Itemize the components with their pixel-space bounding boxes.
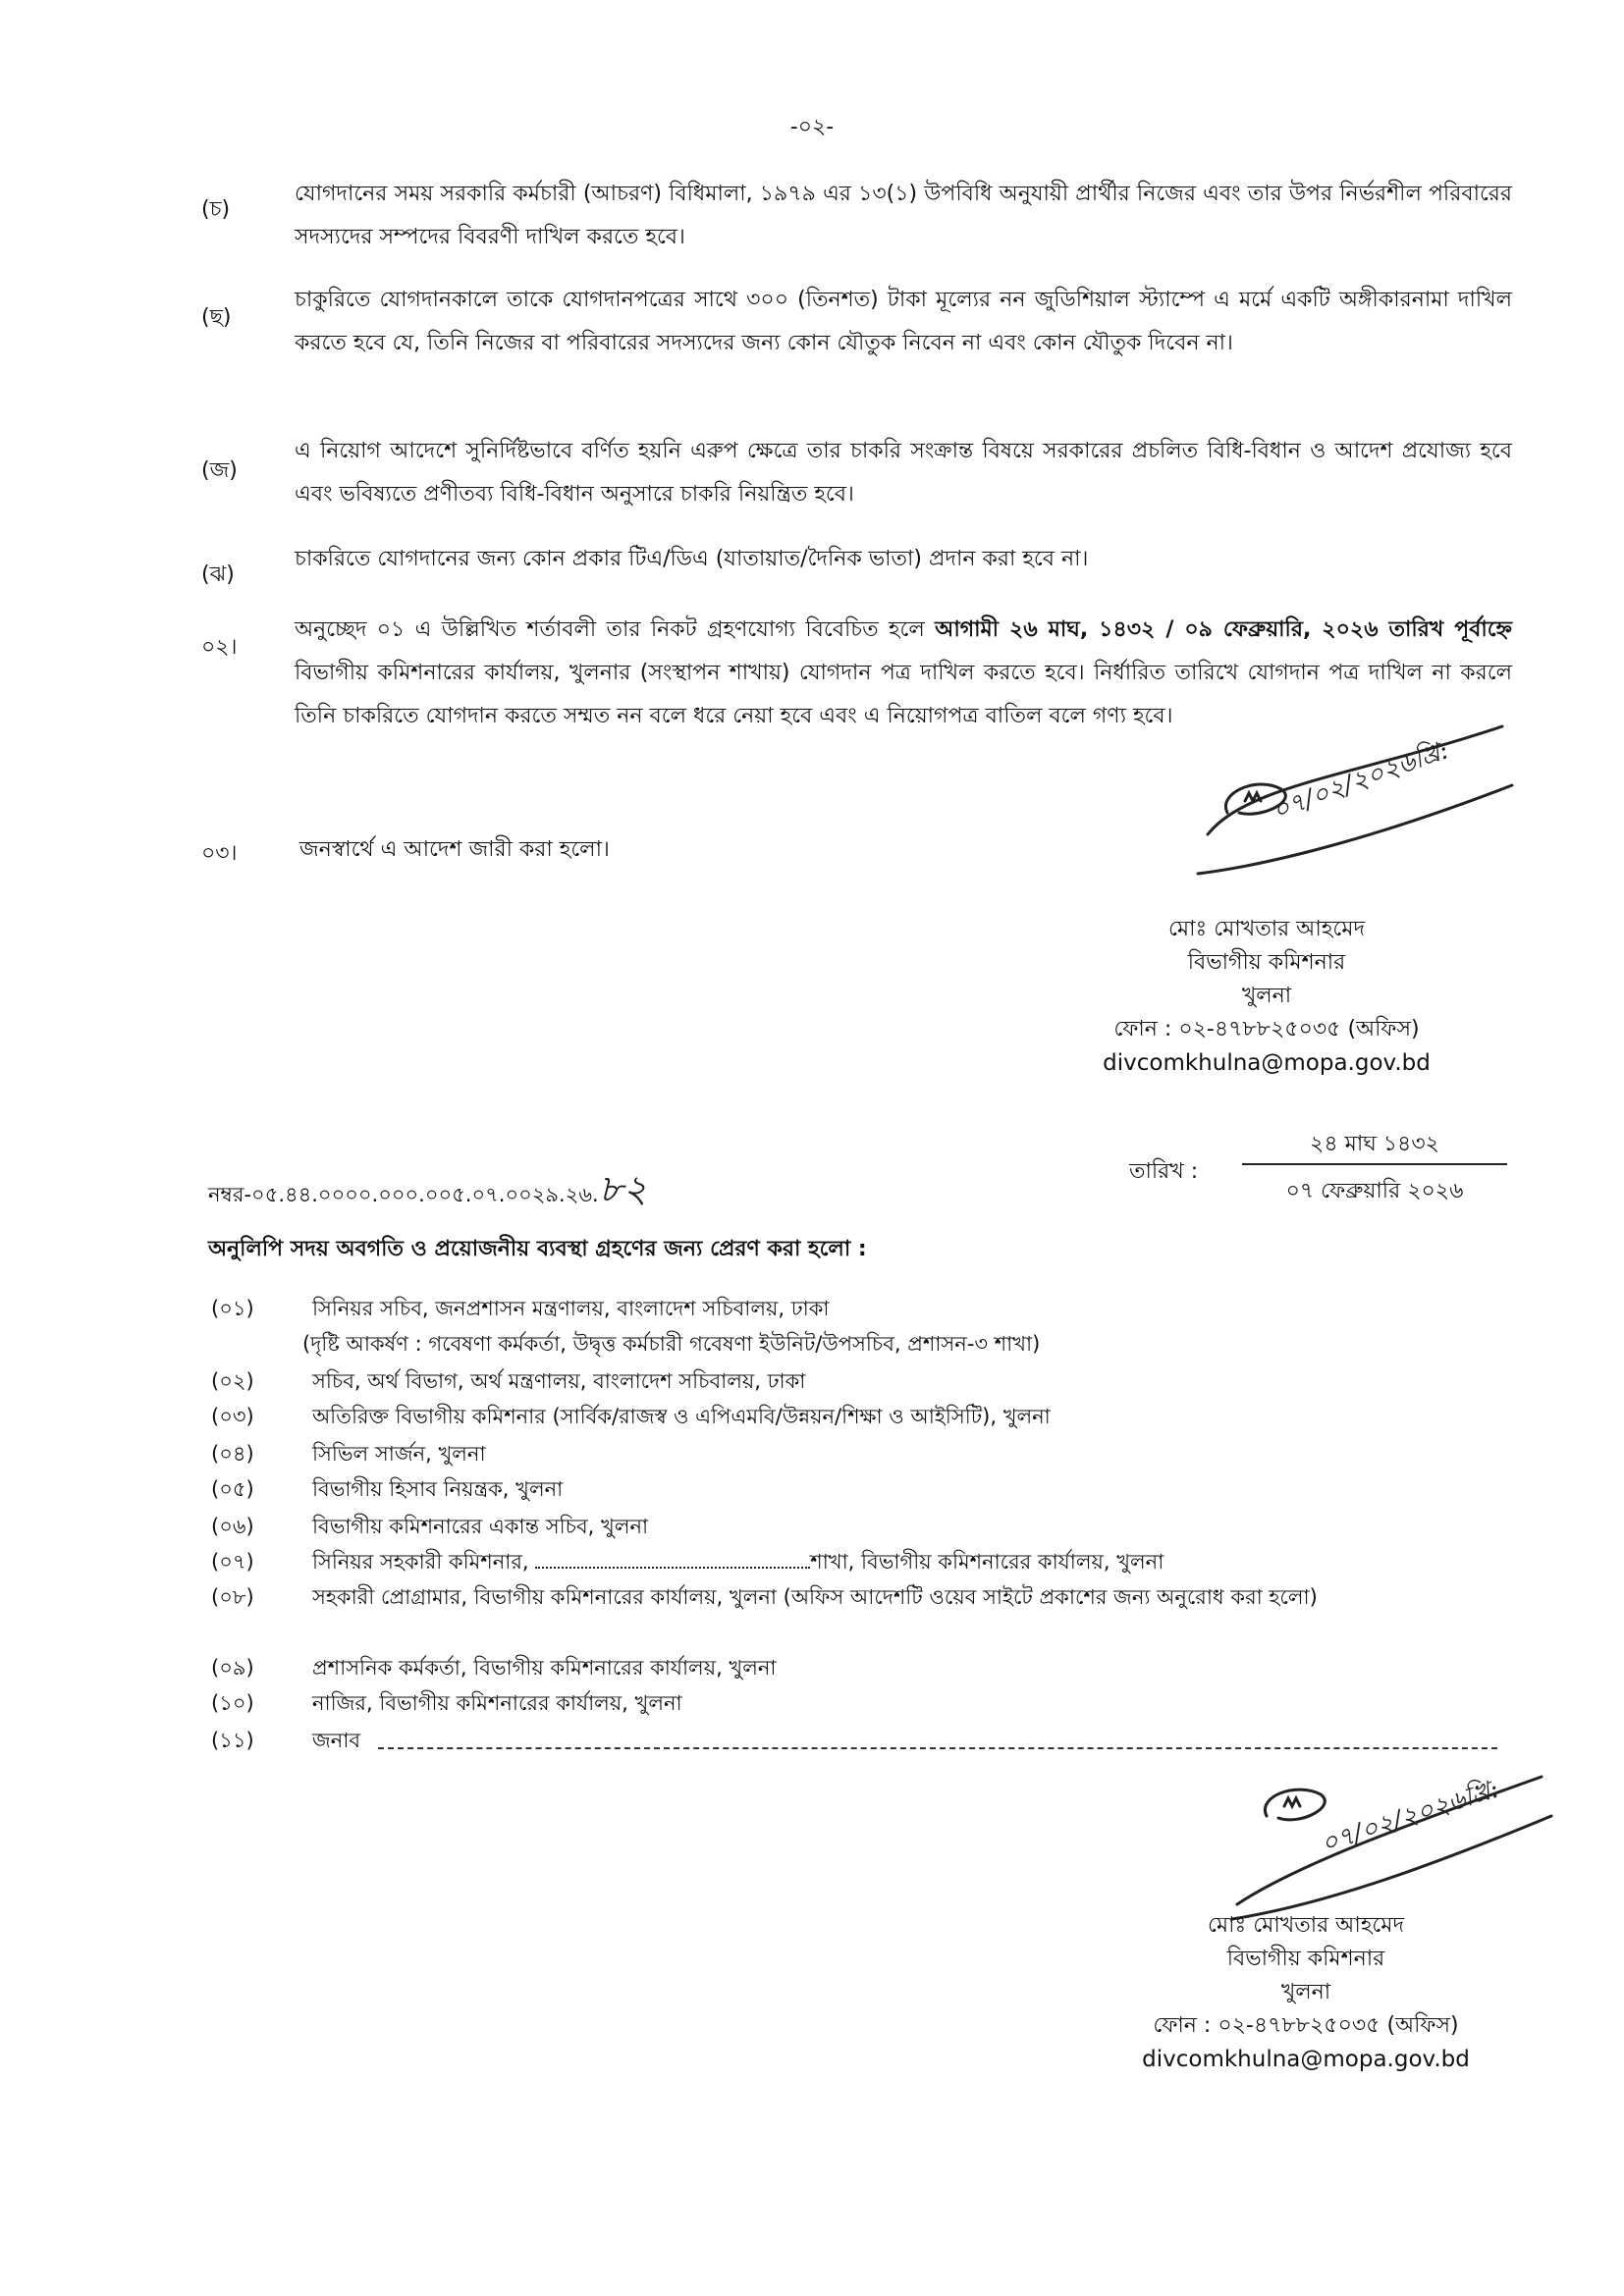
- signatory-email: divcomkhulna@mopa.gov.bd: [1142, 2047, 1470, 2072]
- blank-dashed-line: [378, 1747, 1497, 1749]
- memo-number: নম্বর-০৫.৪৪.০০০০.০০০.০০৫.০৭.০০২৯.২৬.: [208, 1183, 599, 1206]
- memo-number-handwritten: ৮২: [598, 1167, 648, 1210]
- signature-1: [1188, 717, 1522, 883]
- copy-number: (০১): [211, 1297, 254, 1320]
- signature-date: ০৭/০২/২০২৬খ্রি:: [1317, 1774, 1503, 1860]
- paragraph-text-post: বিভাগীয় কমিশনারের কার্যালয়, খুলনার (সংস্থাপন শাখায়) যোগদান পত্র দাখিল করতে হবে। নির্ধারিত তারিখে যোগদান পত্র দাখিল না করলে তিনি চাকরিতে যোগদান করতে সম্মত নন বলে ধরে নেয়া হবে এবং এ নিয়োগপত্র বাতিল বলে গণ্য হবে।: [295, 661, 1512, 728]
- signatory-block-2: [1129, 1909, 1483, 2076]
- clause-text: যোগদানের সময় সরকারি কর্মচারী (আচরণ) বিধিমালা, ১৯৭৯ এর ১৩(১) উপবিধি অনুযায়ী প্রার্থীর নিজের এবং তার উপর নির্ভরশীল পরিবারের সদস্যদের সম্পদের বিবরণী দাখিল করতে হবে।: [295, 182, 1512, 249]
- copy-recipient: বিভাগীয় কমিশনারের একান্ত সচিব, খুলনা: [312, 1515, 649, 1538]
- date-divider: [1242, 1163, 1507, 1165]
- copy-number: (০৯): [211, 1656, 254, 1680]
- date-english: ০৭ ফেব্রুয়ারি ২০২৬: [1285, 1179, 1464, 1203]
- copy-recipient-part-b: শাখা, বিভাগীয় কমিশনারের কার্যালয়, খুলনা: [810, 1550, 1164, 1574]
- paragraph-text-pre: অনুচ্ছেদ ০১ এ উল্লিখিত শর্তাবলী তার নিকট গ্রহণযোগ্য বিবেচিত হলে: [295, 617, 936, 642]
- signatory-title: বিভাগীয় কমিশনার: [1187, 950, 1346, 975]
- date-label: তারিখ :: [1129, 1159, 1199, 1184]
- signatory-name: মোঃ মোখতার আহমেদ: [1207, 1913, 1405, 1938]
- copy-number: (০৫): [211, 1477, 254, 1501]
- page-number: -০২-: [789, 115, 835, 139]
- copy-recipient: অতিরিক্ত বিভাগীয় কমিশনার (সার্বিক/রাজস্ব ও এপিএমবি/উন্নয়ন/শিক্ষা ও আইসিটি), খুলনা: [312, 1405, 1051, 1428]
- copy-number: (০৪): [211, 1442, 254, 1466]
- copy-recipient: সহকারী প্রোগ্রামার, বিভাগীয় কমিশনারের কার্যালয়, খুলনা (অফিস আদেশটি ওয়েব সাইটে প্রকাশের জন্য অনুরোধ করা হলো): [312, 1585, 1318, 1609]
- clause-text: চাকরিতে যোগদানের জন্য কোন প্রকার টিএ/ডিএ (যাতায়াত/দৈনিক ভাতা) প্রদান করা হবে না।: [295, 547, 1089, 571]
- copy-recipient: [312, 1547, 1164, 1576]
- signatory-place: খুলনা: [1241, 984, 1292, 1008]
- date-bangla: ২৪ মাঘ ১৪৩২: [1310, 1132, 1439, 1156]
- clause-label: (ঝ): [201, 562, 235, 587]
- copy-number: (০৮): [211, 1585, 254, 1609]
- copy-recipient: জনাব: [312, 1729, 361, 1752]
- copy-recipient: প্রশাসনিক কর্মকর্তা, বিভাগীয় কমিশনারের কার্যালয়, খুলনা: [312, 1656, 777, 1680]
- signatory-phone: ফোন : ০২-৪৭৮৮২৫০৩৫ (অফিস): [1153, 2013, 1459, 2038]
- blank-dotted-line: [535, 1567, 810, 1569]
- signatory-title: বিভাগীয় কমিশনার: [1226, 1947, 1385, 1971]
- copy-number: (০৭): [211, 1550, 254, 1574]
- copy-number: (০৩): [211, 1405, 254, 1428]
- paragraph-label: ০৩।: [201, 841, 238, 866]
- clause-text: এ নিয়োগ আদেশে সুনির্দিষ্টভাবে বর্ণিত হয়নি এরুপ ক্ষেত্রে তার চাকরি সংক্রান্ত বিষয়ে সরকারের প্রচলিত বিধি-বিধান ও আদেশ প্রযোজ্য হবে এবং ভবিষ্যতে প্রণীতব্য বিধি-বিধান অনুসারে চাকরি নিয়ন্ত্রিত হবে।: [295, 439, 1512, 507]
- memo-number-line: [208, 1160, 647, 1223]
- clause-label: (চ): [201, 197, 231, 222]
- signatory-place: খুলনা: [1280, 1980, 1331, 2004]
- copy-recipient: সচিব, অর্থ বিভাগ, অর্থ মন্ত্রণালয়, বাংলাদেশ সচিবালয়, ঢাকা: [312, 1369, 806, 1393]
- signature-date: ০৭/০২/২০২৬খ্রি:: [1269, 735, 1453, 827]
- copy-number: (১১): [211, 1729, 254, 1752]
- copy-number: (০২): [211, 1369, 254, 1393]
- copy-recipient: সিনিয়র সচিব, জনপ্রশাসন মন্ত্রণালয়, বাংলাদেশ সচিবালয়, ঢাকা: [312, 1297, 830, 1320]
- signatory-email: divcomkhulna@mopa.gov.bd: [1103, 1050, 1431, 1076]
- paragraph-label: ০২।: [201, 635, 238, 660]
- copy-number: (০৬): [211, 1515, 254, 1538]
- signatory-phone: ফোন : ০২-৪৭৮৮২৫০৩৫ (অফিস): [1113, 1017, 1420, 1041]
- copy-recipient: নাজির, বিভাগীয় কমিশনারের কার্যালয়, খুলনা: [312, 1691, 682, 1715]
- clause-text: চাকুরিতে যোগদানকালে তাকে যোগদানপত্রের সাথে ৩০০ (তিনশত) টাকা মূল্যের নন জুডিশিয়াল স্ট্যাম্পে এ মর্মে একটি অঙ্গীকারনামা দাখিল করতে হবে যে, তিনি নিজের বা পরিবারের সদস্যদের জন্য কোন যৌতুক নিবেন না এবং কোন যৌতুক দিবেন না।: [295, 288, 1512, 355]
- signature-2: [1227, 1757, 1561, 1924]
- clause-label: (ছ): [201, 305, 232, 330]
- copy-number: (১০): [211, 1691, 254, 1715]
- copy-recipient: সিভিল সার্জন, খুলনা: [312, 1442, 486, 1466]
- signatory-block-1: [1090, 913, 1443, 1080]
- copy-recipient: বিভাগীয় হিসাব নিয়ন্ত্রক, খুলনা: [312, 1477, 564, 1501]
- copy-heading: অনুলিপি সদয় অবগতি ও প্রয়োজনীয় ব্যবস্থা গ্রহণের জন্য প্রেরণ করা হলো :: [208, 1237, 867, 1261]
- copy-attention-note: (দৃষ্টি আকর্ষণ : গবেষণা কর্মকর্তা, উদ্বৃত্ত কর্মচারী গবেষণা ইউনিট/উপসচিব, প্রশাসন-৩ শাখা): [302, 1332, 1041, 1356]
- clause-label: (জ): [201, 458, 238, 483]
- joining-deadline: আগামী ২৬ মাঘ, ১৪৩২ / ০৯ ফেব্রুয়ারি, ২০২৬ তারিখ পূর্বাহ্নে: [935, 617, 1512, 642]
- copy-recipient-part-a: সিনিয়র সহকারী কমিশনার,: [312, 1550, 536, 1574]
- paragraph-text: জনস্বার্থে এ আদেশ জারী করা হলো।: [299, 837, 610, 862]
- signatory-name: মোঃ মোখতার আহমেদ: [1167, 917, 1366, 941]
